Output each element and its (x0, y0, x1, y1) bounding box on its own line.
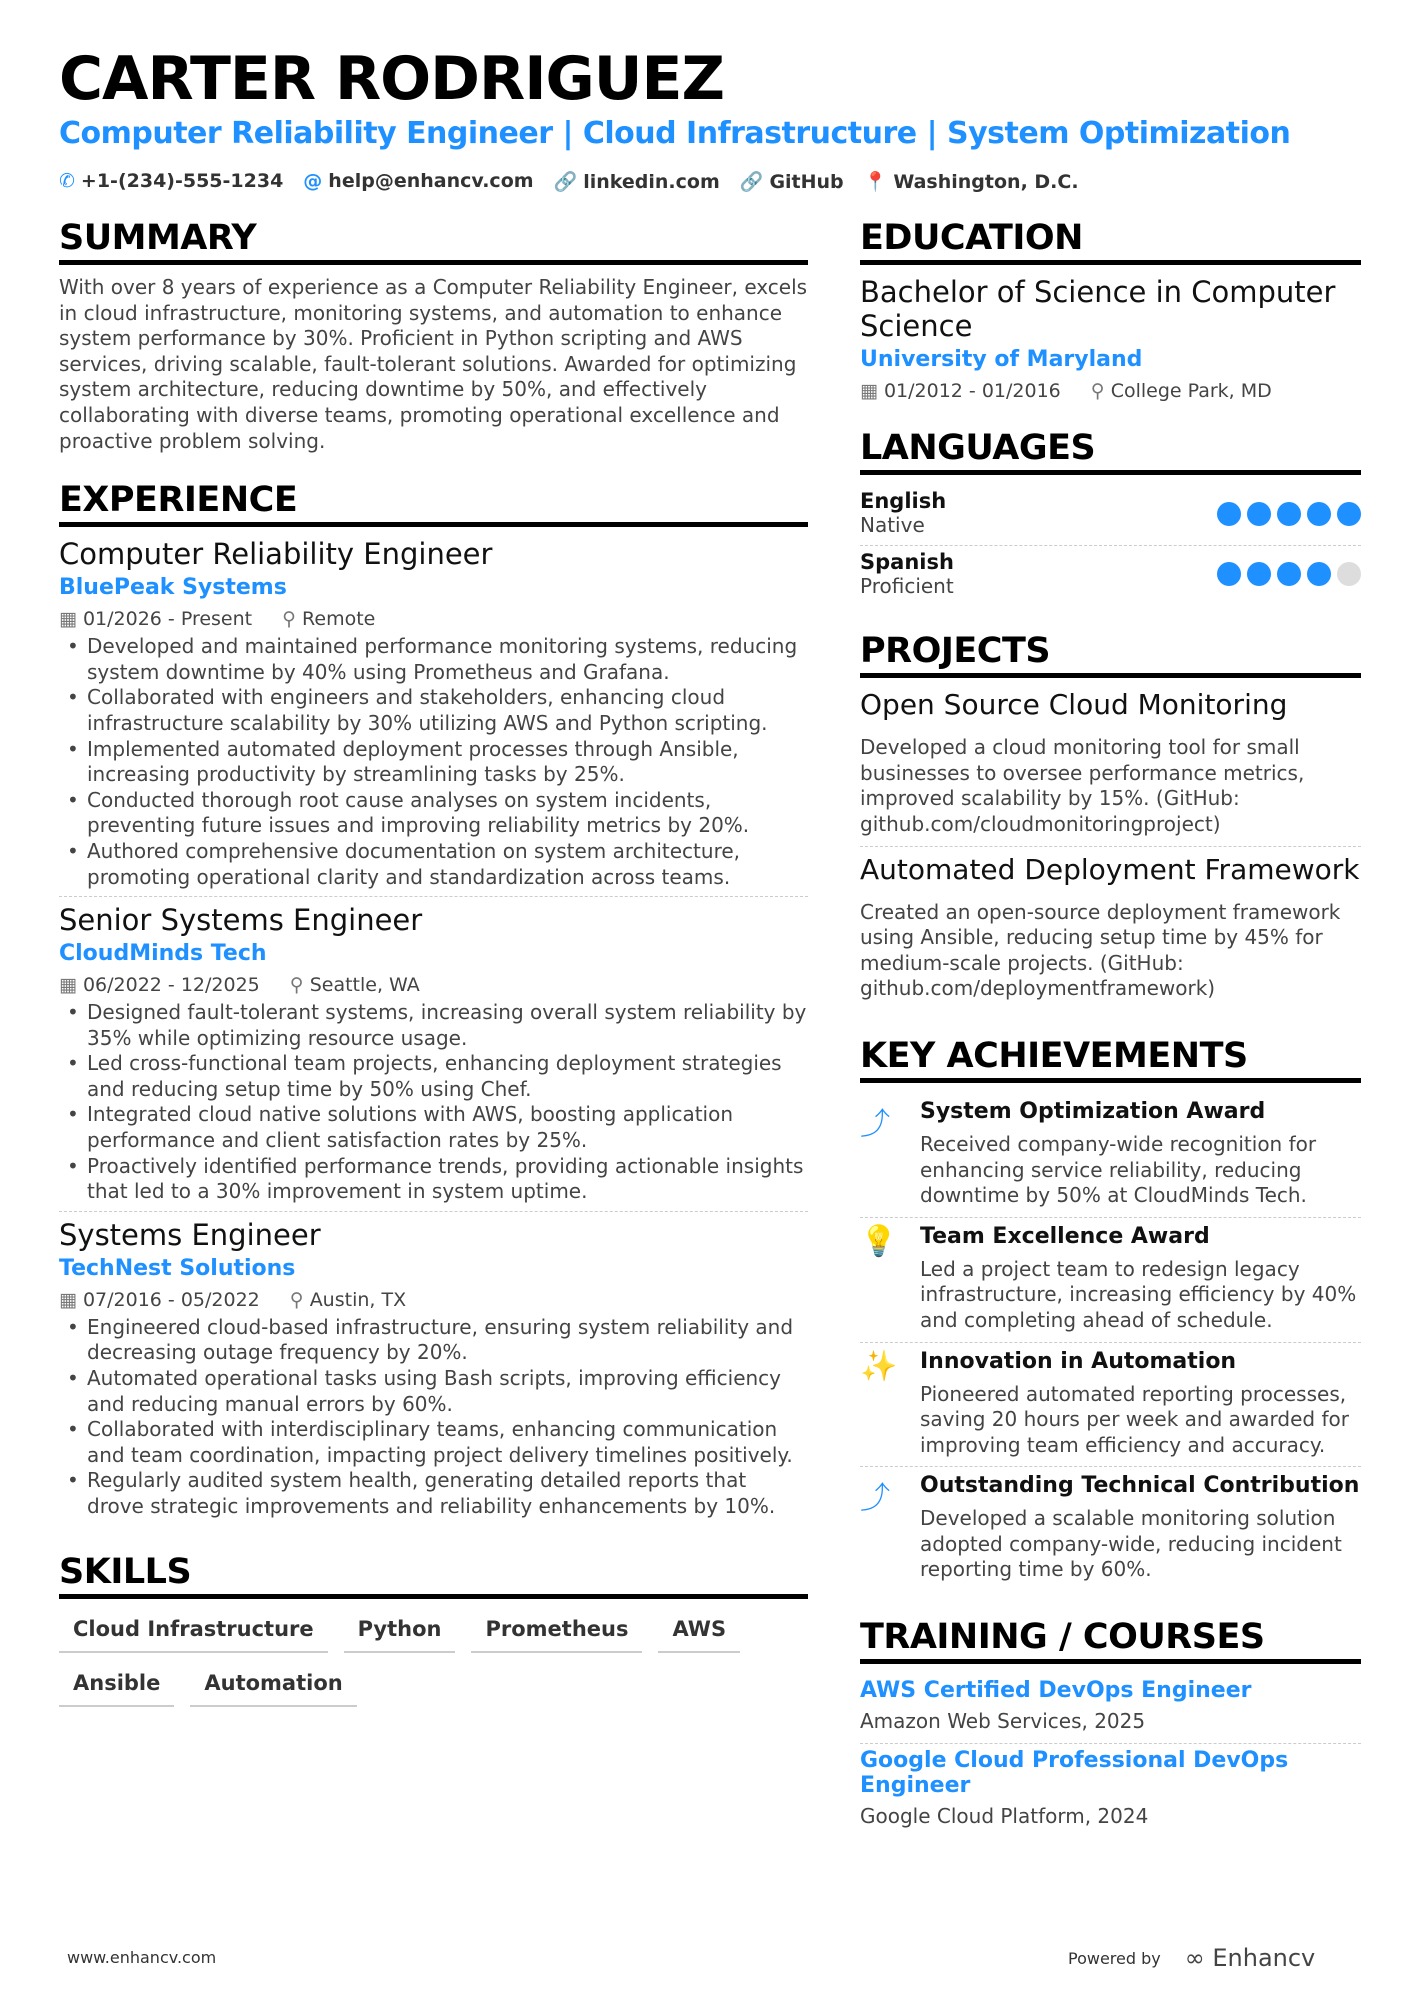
achievement-item (860, 1093, 1361, 1218)
course-title: AWS Certified DevOps Engineer (860, 1678, 1252, 1704)
job-location: Austin, TX (309, 1288, 407, 1311)
magic-wand-icon: ✨ (860, 1348, 898, 1384)
job-meta (59, 608, 808, 630)
location (282, 608, 375, 630)
skill-tag: Automation (190, 1667, 356, 1707)
calendar-icon: ▦ (59, 974, 77, 997)
bullet-item: • Regularly audited system health, generating detailed reports that drove strategic improvements and reliability enhancements by 10%. (59, 1468, 808, 1519)
contact-text: help@enhancv.com (328, 170, 534, 192)
location-icon: ⚲ (289, 1288, 304, 1311)
job-location: Remote (302, 608, 376, 631)
training-heading: TRAINING / COURSES (860, 1617, 1361, 1664)
skill-tag: AWS (658, 1613, 740, 1653)
language-item (860, 546, 1361, 606)
project-description: Developed a cloud monitoring tool for small businesses to oversee performance metrics, improved scalability by 15%. (GitHub: github.com/cloudmonitoringproject) (860, 735, 1305, 836)
languages-section (860, 428, 1361, 605)
skill-tag: Cloud Infrastructure (59, 1613, 328, 1653)
summary-text: With over 8 years of experience as a Computer Reliability Engineer, excels in cloud infrastructure, monitoring systems, and automation to enhance system performance by 30%. Proficient in Python scripting and AWS services, driving scalable, fault-tolerant solutions. Awarded for optimizing system architecture, reducing downtime by 50%, and effectively collaborating with diverse teams, promoting operational excellence and proactive problem solving. (59, 275, 808, 453)
strategy-icon: ⤴ (860, 1106, 890, 1142)
language-item (860, 485, 1361, 546)
achievement-content (920, 1224, 1361, 1334)
languages-heading: LANGUAGES (860, 428, 1361, 475)
at-icon: @ (303, 170, 323, 192)
bullet-item: • Led cross-functional team projects, enhancing deployment strategies and reducing setup time by 50% using Chef. (59, 1051, 808, 1102)
achievement-content (920, 1349, 1361, 1459)
location (290, 974, 420, 996)
job-entry (59, 903, 808, 1212)
job-entry (59, 537, 808, 897)
achievement-title: Outstanding Technical Contribution (920, 1473, 1360, 1499)
rating-dot (1217, 502, 1241, 526)
lightbulb-icon: 💡 (860, 1223, 898, 1259)
contact-item[interactable] (303, 170, 533, 193)
calendar-icon: ▦ (860, 380, 878, 402)
course-title: Google Cloud Professional DevOps Engineer (860, 1747, 1289, 1798)
contact-item[interactable] (864, 170, 1079, 193)
job-meta (59, 974, 808, 996)
achievement-item (860, 1218, 1361, 1343)
skill-tag: Python (344, 1613, 456, 1653)
bullet-item: • Conducted thorough root cause analyses on system incidents, preventing future issues and improving reliability metrics by 20%. (59, 788, 808, 839)
contact-item[interactable] (740, 170, 844, 193)
location (290, 1289, 406, 1311)
summary-section (59, 218, 808, 454)
course-provider: Amazon Web Services, 2025 (860, 1709, 1146, 1734)
dates (59, 608, 252, 630)
language-rating (1217, 502, 1361, 526)
job-location: Seattle, WA (309, 974, 420, 997)
language-info (860, 550, 954, 600)
experience-section (59, 480, 808, 1525)
strategy-icon: ⤴ (860, 1481, 890, 1517)
bullet-item: • Integrated cloud native solutions with AWS, boosting application performance and client satisfaction rates by 25%. (59, 1102, 808, 1153)
project-title: Open Source Cloud Monitoring (860, 688, 1288, 722)
contact-text: linkedin.com (583, 171, 720, 193)
bullet-item: • Designed fault-tolerant systems, increasing overall system reliability by 35% while optimizing resource usage. (59, 1000, 808, 1051)
rating-dot (1247, 562, 1271, 586)
achievement-item (860, 1343, 1361, 1468)
language-info (860, 489, 946, 539)
rating-dot (1337, 562, 1361, 586)
projects-heading: PROJECTS (860, 631, 1361, 678)
skill-tag: Ansible (59, 1667, 174, 1707)
project-description: Created an open-source deployment framework using Ansible, reducing setup time by 45% for medium-scale projects. (GitHub: github.com/deploymentframework) (860, 899, 1341, 1001)
bullet-item: • Collaborated with interdisciplinary teams, enhancing communication and team coordination, impacting project delivery timelines positively. (59, 1417, 808, 1468)
candidate-title: Computer Reliability Engineer | Cloud Infrastructure | System Optimization (59, 116, 1291, 151)
language-rating (1217, 562, 1361, 586)
rating-dot (1307, 502, 1331, 526)
achievement-description: Pioneered automated reporting processes, saving 20 hours per week and awarded for improving team efficiency and accuracy. (920, 1381, 1349, 1457)
job-bullets (59, 1315, 808, 1520)
contact-bar (59, 170, 1079, 193)
skills-heading: SKILLS (59, 1552, 808, 1599)
location-icon: ⚲ (289, 974, 304, 997)
job-meta (59, 1289, 808, 1311)
location-icon: 📍 (863, 171, 888, 193)
project-item (860, 853, 1361, 1010)
education-heading: EDUCATION (860, 218, 1361, 265)
degree: Bachelor of Science in Computer Science (860, 275, 1336, 343)
job-dates: 06/2022 - 12/2025 (82, 974, 260, 997)
job-dates: 01/2026 - Present (82, 608, 253, 631)
job-role: Systems Engineer (59, 1217, 321, 1252)
language-level: Native (860, 513, 925, 537)
project-item (860, 688, 1361, 846)
bullet-item: • Proactively identified performance trends, providing actionable insights that led to a 30% improvement in system uptime. (59, 1154, 808, 1205)
education-section (860, 218, 1361, 402)
bullet-item: • Developed and maintained performance monitoring systems, reducing system downtime by 40% using Prometheus and Grafana. (59, 634, 808, 685)
language-level: Proficient (860, 573, 954, 598)
candidate-name: CARTER RODRIGUEZ (59, 44, 724, 114)
footer-branding (1068, 1944, 1315, 1972)
job-bullets (59, 634, 808, 890)
course-item (860, 1744, 1361, 1838)
training-section (860, 1617, 1361, 1837)
bullet-item: • Implemented automated deployment processes through Ansible, increasing productivity by streamlining tasks by 25%. (59, 737, 808, 788)
rating-dot (1217, 562, 1241, 586)
company-name: BluePeak Systems (59, 575, 287, 601)
dates (59, 1289, 260, 1311)
school: University of Maryland (860, 347, 1143, 372)
contact-text: +1-(234)-555-1234 (80, 170, 284, 192)
language-name: Spanish (860, 549, 954, 574)
achievement-item (860, 1467, 1361, 1591)
course-provider: Google Cloud Platform, 2024 (860, 1803, 1149, 1828)
education-dates: 01/2012 - 01/2016 (883, 380, 1061, 402)
achievement-content (920, 1473, 1361, 1583)
rating-dot (1307, 562, 1331, 586)
contact-item[interactable] (554, 170, 720, 193)
job-bullets (59, 1000, 808, 1205)
course-item (860, 1674, 1361, 1744)
company-name: CloudMinds Tech (59, 941, 267, 967)
achievement-title: Team Excellence Award (920, 1223, 1210, 1249)
bullet-item: • Collaborated with engineers and stakeholders, enhancing cloud infrastructure scalability by 30% utilizing AWS and Python scripting. (59, 685, 808, 736)
language-name: English (860, 489, 947, 513)
location-icon: ⚲ (1090, 380, 1105, 402)
rating-dot (1247, 502, 1271, 526)
education-location: College Park, MD (1110, 380, 1272, 402)
calendar-icon: ▦ (59, 1288, 77, 1311)
powered-by-label: Powered by (1068, 1948, 1161, 1968)
location-icon: ⚲ (282, 608, 297, 631)
job-role: Computer Reliability Engineer (59, 537, 493, 572)
job-dates: 07/2016 - 05/2022 (82, 1288, 260, 1311)
contact-text: Washington, D.C. (893, 171, 1079, 193)
achievements-heading: KEY ACHIEVEMENTS (860, 1036, 1361, 1083)
achievement-content (920, 1099, 1361, 1209)
rating-dot (1337, 502, 1361, 526)
bullet-item: • Authored comprehensive documentation on system architecture, promoting operational clarity and standardization across teams. (59, 839, 808, 890)
achievement-description: Led a project team to redesign legacy infrastructure, increasing efficiency by 40% and completing ahead of schedule. (920, 1256, 1357, 1332)
enhancv-logo: ∞ Enhancv (1184, 1944, 1316, 1972)
dates (59, 974, 260, 996)
achievement-description: Developed a scalable monitoring solution adopted company-wide, reducing incident reporting time by 60%. (920, 1506, 1342, 1582)
project-title: Automated Deployment Framework (860, 852, 1360, 886)
rating-dot (1277, 502, 1301, 526)
link-icon: 🔗 (739, 171, 764, 193)
bullet-item: • Engineered cloud-based infrastructure, ensuring system reliability and decreasing outage frequency by 20%. (59, 1315, 808, 1366)
achievement-description: Received company-wide recognition for enhancing service reliability, reducing downtime by 50% at CloudMinds Tech. (920, 1131, 1317, 1208)
calendar-icon: ▦ (59, 608, 77, 631)
summary-heading: SUMMARY (59, 218, 808, 265)
phone-icon: ✆ (59, 170, 75, 192)
job-role: Senior Systems Engineer (59, 903, 423, 938)
skill-tag: Prometheus (471, 1613, 642, 1653)
achievement-title: Innovation in Automation (920, 1348, 1237, 1374)
bullet-item: • Automated operational tasks using Bash scripts, improving efficiency and reducing manual errors by 60%. (59, 1366, 808, 1417)
contact-item[interactable] (59, 170, 283, 193)
contact-text: GitHub (769, 171, 844, 193)
achievement-title: System Optimization Award (920, 1098, 1266, 1124)
rating-dot (1277, 562, 1301, 586)
link-icon: 🔗 (553, 171, 578, 193)
achievements-section (860, 1036, 1361, 1591)
projects-section (860, 631, 1361, 1010)
experience-heading: EXPERIENCE (59, 480, 808, 527)
company-name: TechNest Solutions (59, 1255, 296, 1281)
skills-section (59, 1552, 808, 1707)
job-entry (59, 1218, 808, 1526)
footer-website[interactable]: www.enhancv.com (67, 1948, 217, 1967)
